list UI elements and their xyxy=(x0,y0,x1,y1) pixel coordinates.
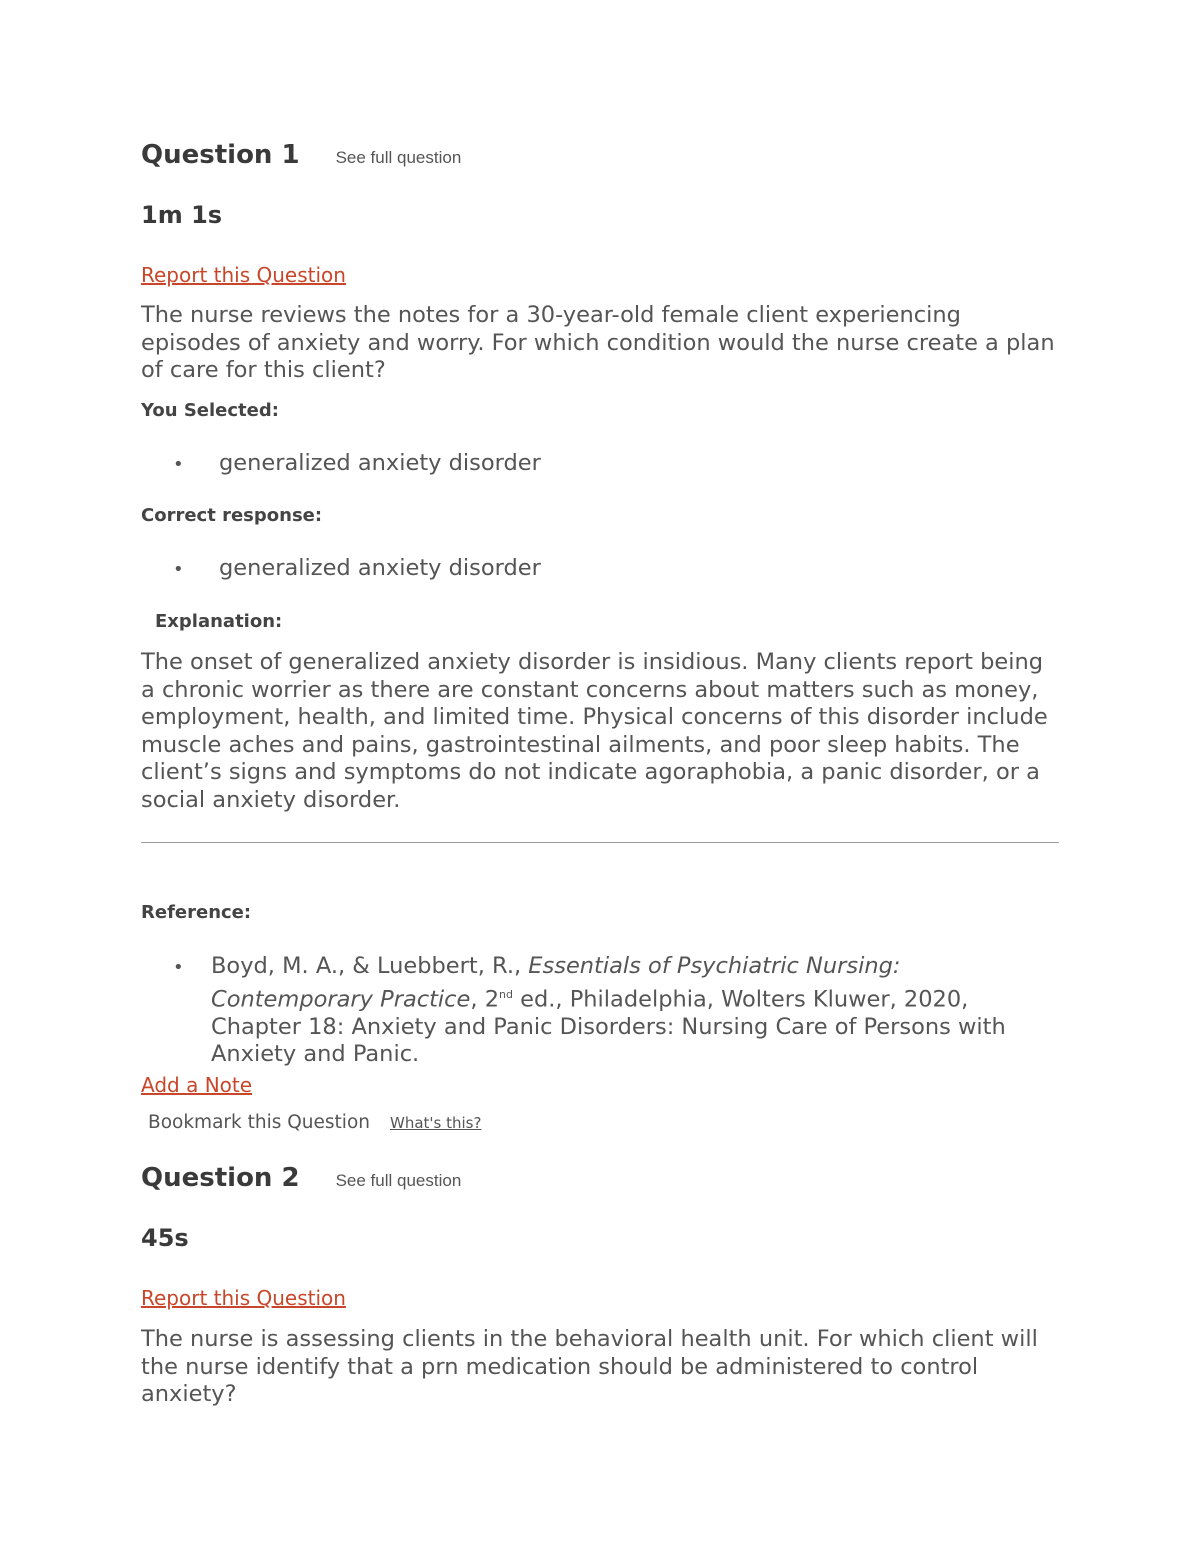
selected-answer-item xyxy=(173,450,541,476)
question-1-timer: 1m 1s xyxy=(141,201,223,229)
reference-edition: , 2 xyxy=(470,986,500,1012)
correct-answer-text: generalized anxiety disorder xyxy=(219,555,541,581)
reference-item xyxy=(173,953,1061,1069)
bookmark-row xyxy=(148,1112,481,1133)
explanation-label: Explanation: xyxy=(155,611,283,632)
see-full-question-link[interactable]: See full question xyxy=(335,148,462,167)
add-note-link[interactable]: Add a Note xyxy=(141,1073,253,1097)
bookmark-question-button[interactable]: Bookmark this Question xyxy=(148,1112,370,1133)
question-2-stem: The nurse is assessing clients in the behavioral health unit. For which client will the nurse identify that a prn medication should be administered to control anxiety? xyxy=(141,1326,1038,1407)
selected-answer-text: generalized anxiety disorder xyxy=(219,450,541,476)
you-selected-label: You Selected: xyxy=(141,400,279,421)
reference-authors: Boyd, M. A., & Luebbert, R., xyxy=(211,953,529,979)
reference-details: ed., Philadelphia, Wolters Kluwer, 2020, Chapter 18: Anxiety and Panic Disorders: Nursing Care of Persons with Anxiety and Panic. xyxy=(211,986,1006,1067)
question-2-title: Question 2 xyxy=(141,1163,300,1193)
bullet-icon: • xyxy=(173,559,184,580)
question-1-title: Question 1 xyxy=(141,140,300,170)
report-question-2-link[interactable]: Report this Question xyxy=(141,1286,346,1310)
question-2-header xyxy=(141,1163,461,1193)
reference-citation xyxy=(211,953,1061,1069)
bullet-icon: • xyxy=(173,454,184,475)
question-1-header xyxy=(141,140,461,170)
question-1-stem: The nurse reviews the notes for a 30-year-old female client experiencing episodes of anxiety and worry. For which condition would the nurse create a plan of care for this client? xyxy=(141,302,1055,383)
question-2-timer: 45s xyxy=(141,1224,189,1252)
correct-answer-item xyxy=(173,555,541,581)
bullet-icon: • xyxy=(173,957,184,978)
section-divider xyxy=(141,842,1059,843)
correct-response-label: Correct response: xyxy=(141,505,323,526)
whats-this-link[interactable]: What's this? xyxy=(389,1114,482,1132)
reference-book-title: Essentials of Psychiatric Nursing: Contemporary Practice xyxy=(211,953,901,1012)
see-full-question-link[interactable]: See full question xyxy=(335,1171,462,1190)
reference-label: Reference: xyxy=(141,902,252,923)
report-question-1-link[interactable]: Report this Question xyxy=(141,263,346,287)
reference-edition-suffix: nd xyxy=(499,987,513,1001)
explanation-text: The onset of generalized anxiety disorder is insidious. Many clients report being a chronic worrier as there are constant concerns about matters such as money, employment, health, and limited time. Physical concerns of this disorder include muscle aches and pains, gastrointestinal ailments, and poor sleep habits. The client’s signs and symptoms do not indicate agoraphobia, a panic disorder, or a social anxiety disorder. xyxy=(141,649,1048,813)
